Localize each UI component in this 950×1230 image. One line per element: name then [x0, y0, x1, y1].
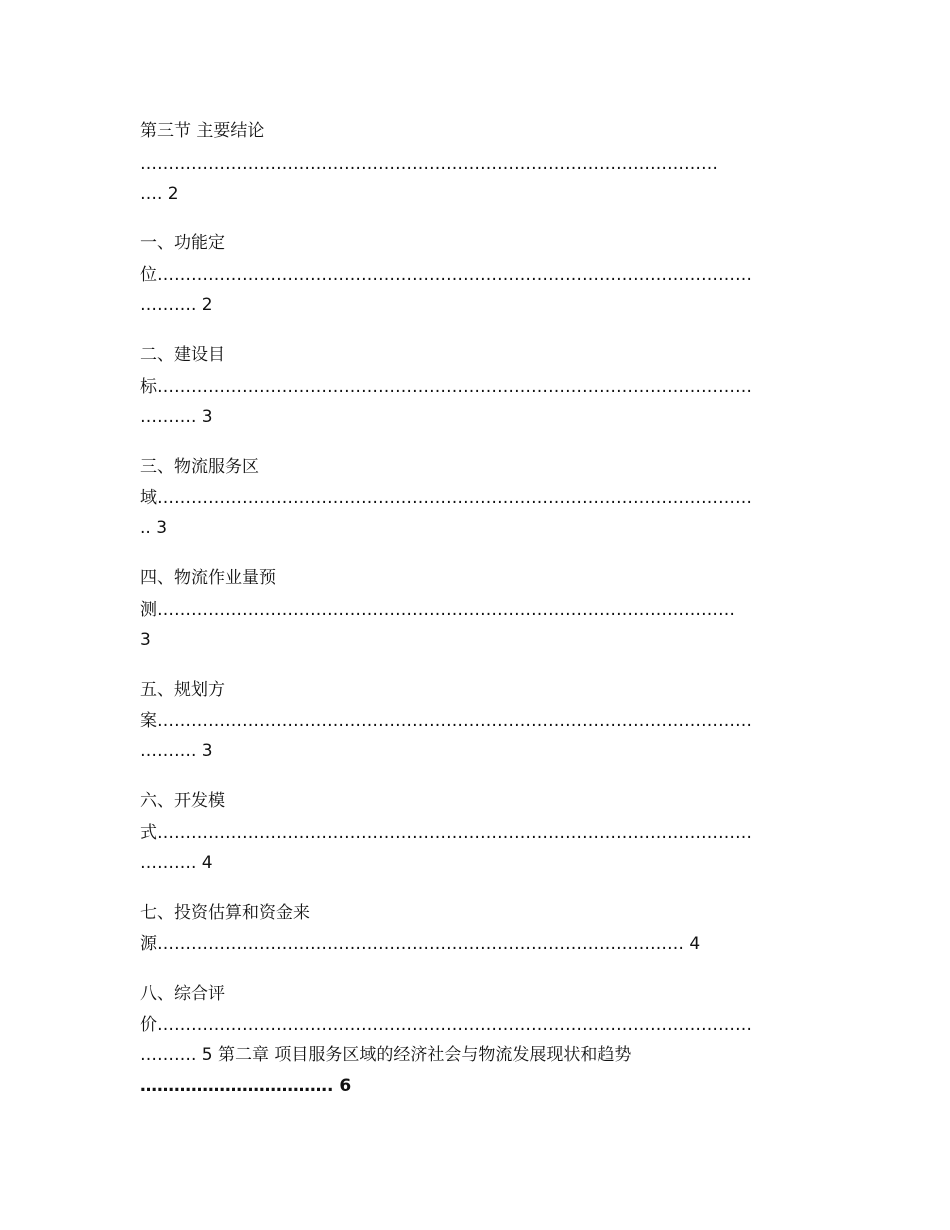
toc-leader-dots: 域…………………………………………………………………………………………… — [140, 488, 752, 508]
toc-entry-heading: 四、物流作业量预 — [140, 568, 276, 588]
toc-page-number: …. 2 — [140, 184, 179, 204]
toc-page-number: ………. 3 — [140, 741, 213, 761]
toc-page-number: 3 — [140, 630, 151, 650]
toc-entry-heading: 五、规划方 — [140, 680, 225, 700]
toc-page-number: .. 3 — [140, 518, 168, 538]
toc-page-number: ………. 2 — [140, 295, 213, 315]
toc-page-number: ………. 5 第二章 项目服务区域的经济社会与物流发展现状和趋势 — [140, 1045, 632, 1065]
toc-leader-dots: ………………………………………………………………………………………… — [140, 154, 718, 174]
toc-leader-dots: 案…………………………………………………………………………………………… — [140, 711, 752, 731]
toc-entry-heading: 三、物流服务区 — [140, 457, 259, 477]
toc-entry-heading: 七、投资估算和资金来 — [140, 903, 310, 923]
toc-page-number: ………. 3 — [140, 407, 213, 427]
toc-entry-heading: 一、功能定 — [140, 233, 225, 253]
toc-entry-heading: 八、综合评 — [140, 984, 225, 1004]
toc-leader-dots: 标…………………………………………………………………………………………… — [140, 377, 752, 397]
toc-entry-heading: 二、建设目 — [140, 345, 225, 365]
toc-leader-dots: 源………………………………………………………………………………… 4 — [140, 934, 701, 954]
toc-page-number: ………. 4 — [140, 853, 213, 873]
toc-entry-heading: 第三节 主要结论 — [140, 121, 265, 141]
toc-leader-dots: 测………………………………………………………………………………………… — [140, 600, 735, 620]
toc-leader-dots: 位…………………………………………………………………………………………… — [140, 265, 752, 285]
toc-entry-heading: 六、开发模 — [140, 791, 225, 811]
toc-leader-dots: 价…………………………………………………………………………………………… — [140, 1015, 752, 1035]
toc-leader-dots: 式…………………………………………………………………………………………… — [140, 823, 752, 843]
toc-chapter-leader: ……………………………. 6 — [140, 1076, 352, 1096]
